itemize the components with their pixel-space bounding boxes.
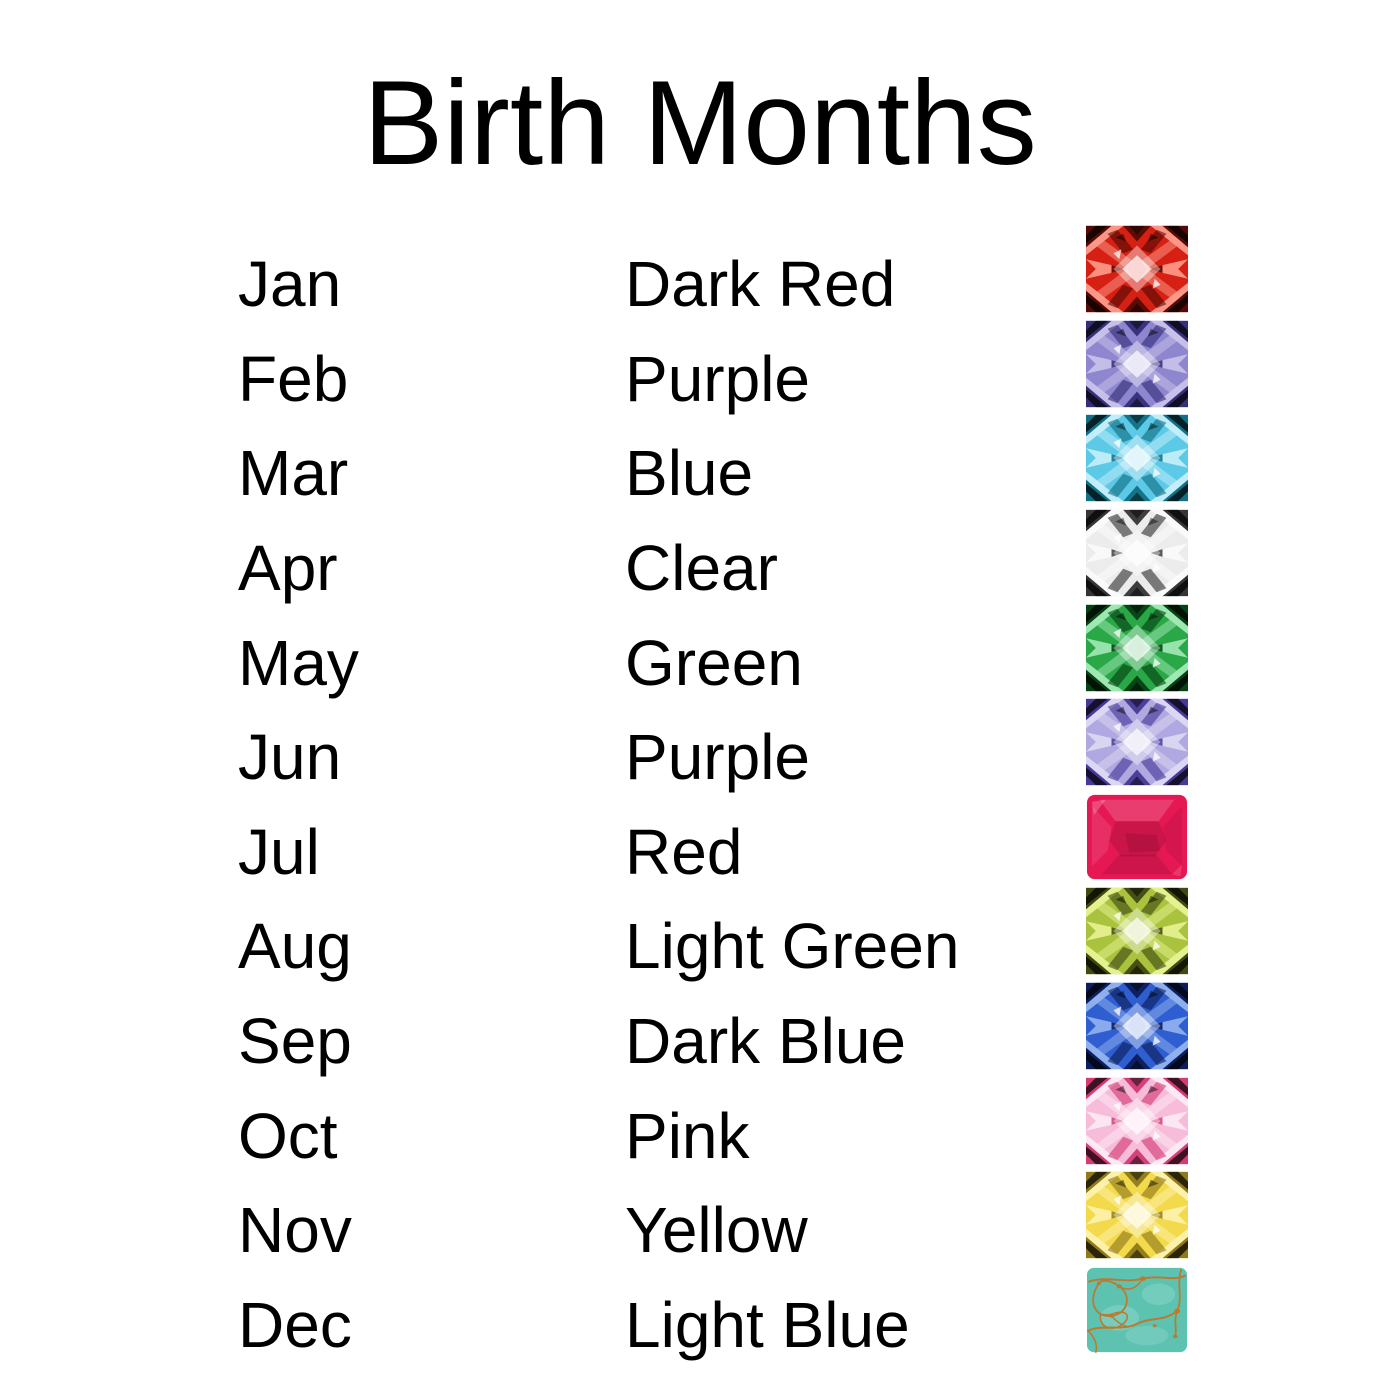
color-name-label-sep: Dark Blue <box>625 1005 906 1077</box>
color-name-label-jan: Dark Red <box>625 248 896 320</box>
color-name-label-apr: Clear <box>625 531 778 604</box>
month-label-oct: Oct <box>238 1099 338 1172</box>
color-name-label-jul: Red <box>625 815 743 888</box>
gem-swatch-jun <box>1086 698 1188 786</box>
birthstone-row-may <box>0 604 1400 699</box>
color-name-label-oct: Pink <box>625 1099 750 1172</box>
gem-swatch-nov <box>1086 1171 1188 1259</box>
birthstone-table <box>0 225 1400 1361</box>
gem-swatch-jul <box>1086 793 1188 881</box>
month-label-dec: Dec <box>238 1288 352 1361</box>
month-label-jul: Jul <box>238 815 320 888</box>
gem-swatch-aug <box>1086 887 1188 975</box>
gem-swatch-mar <box>1086 414 1188 502</box>
birthstone-row-jan <box>0 225 1400 320</box>
birthstone-row-mar <box>0 414 1400 509</box>
birthstone-row-feb <box>0 320 1400 415</box>
color-name-label-dec: Light Blue <box>625 1288 910 1361</box>
gem-swatch-may <box>1086 604 1188 692</box>
birthstone-row-aug <box>0 887 1400 982</box>
birthstone-row-dec <box>0 1266 1400 1361</box>
birthstone-row-nov <box>0 1171 1400 1266</box>
color-name-label-mar: Blue <box>625 437 754 510</box>
color-name-label-may: Green <box>625 626 803 699</box>
birthstone-row-oct <box>0 1077 1400 1172</box>
month-label-aug: Aug <box>238 910 352 983</box>
color-name-label-jun: Purple <box>625 721 810 794</box>
color-name-label-nov: Yellow <box>625 1194 808 1267</box>
month-label-nov: Nov <box>238 1194 352 1267</box>
month-label-jun: Jun <box>238 721 342 794</box>
gem-swatch-sep <box>1086 982 1188 1070</box>
gem-swatch-jan <box>1086 225 1188 313</box>
color-name-label-aug: Light Green <box>625 910 960 983</box>
birthstone-row-apr <box>0 509 1400 604</box>
birthstone-row-jul <box>0 793 1400 888</box>
month-label-apr: Apr <box>238 531 338 604</box>
gem-swatch-oct <box>1086 1077 1188 1165</box>
color-name-label-feb: Purple <box>625 342 810 415</box>
birthstone-row-sep <box>0 982 1400 1077</box>
page-title: Birth Months <box>363 56 1037 190</box>
month-label-mar: Mar <box>238 437 349 510</box>
gem-swatch-apr <box>1086 509 1188 597</box>
month-label-sep: Sep <box>238 1005 352 1077</box>
birthstone-row-jun <box>0 698 1400 793</box>
month-label-feb: Feb <box>238 342 349 415</box>
month-label-may: May <box>238 626 359 699</box>
gem-swatch-feb <box>1086 320 1188 408</box>
month-label-jan: Jan <box>238 248 342 320</box>
gem-swatch-dec <box>1086 1266 1188 1354</box>
